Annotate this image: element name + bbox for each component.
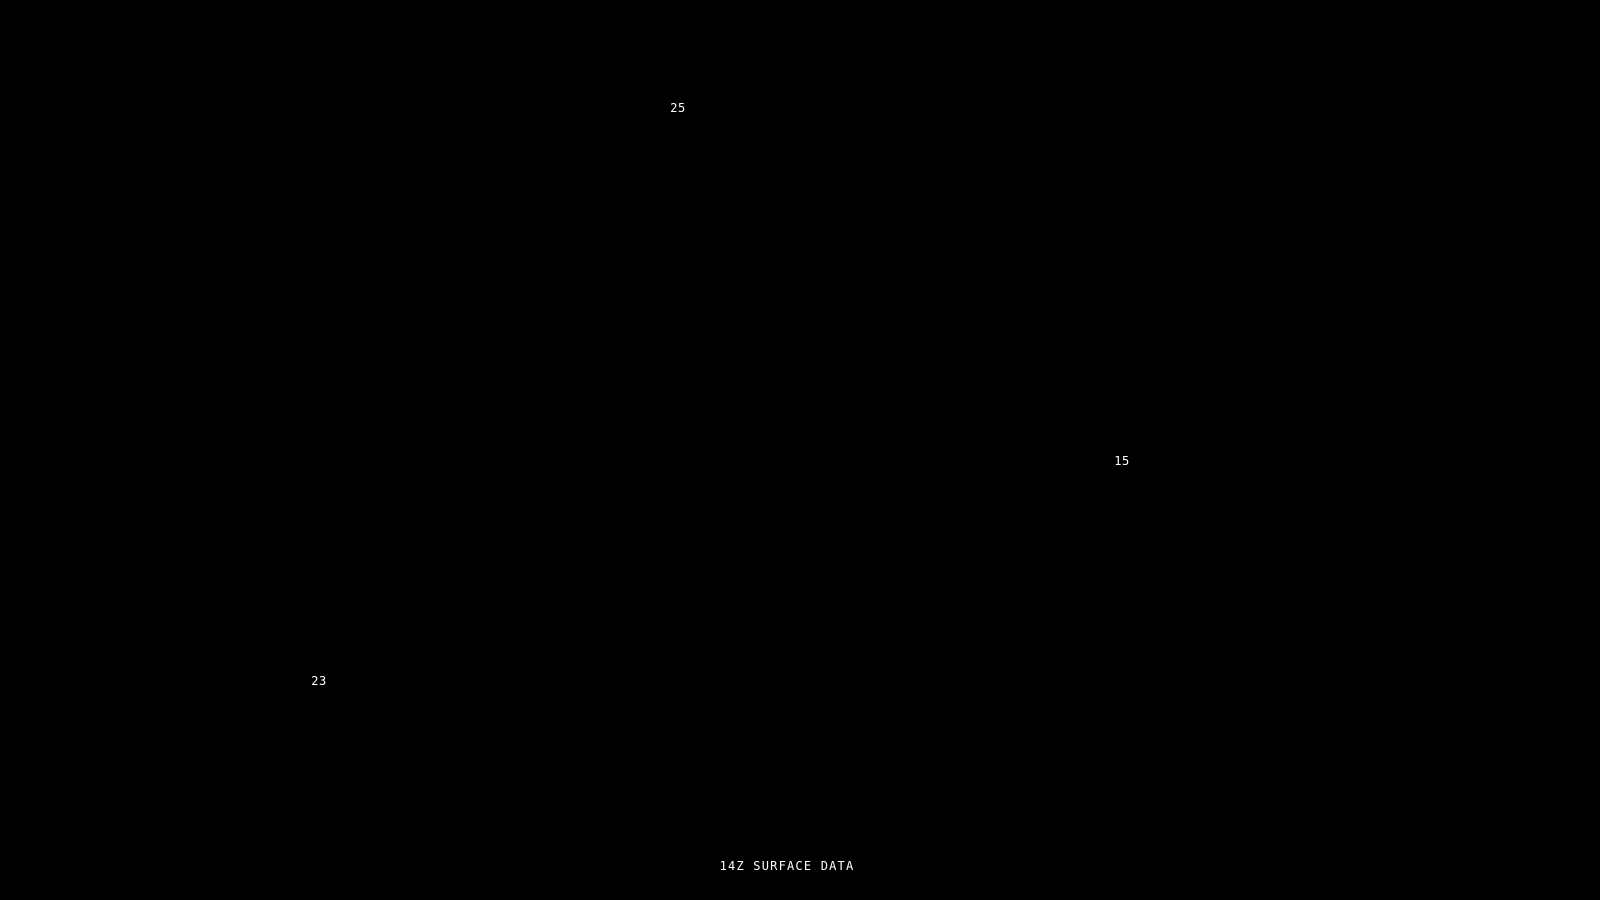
station-observation: 25 <box>670 101 686 115</box>
station-observation: 23 <box>311 674 327 688</box>
map-title: 14Z SURFACE DATA <box>719 859 855 873</box>
station-observation: 15 <box>1114 454 1130 468</box>
